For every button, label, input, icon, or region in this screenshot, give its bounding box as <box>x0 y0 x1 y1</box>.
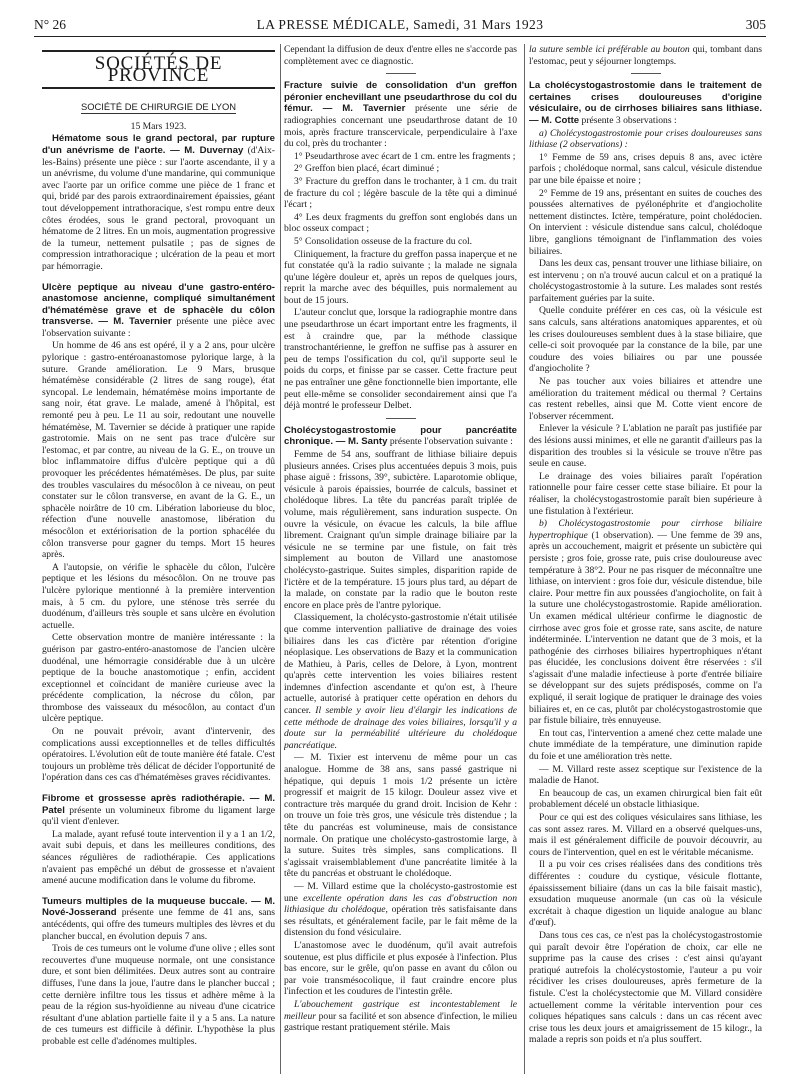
header-rule <box>34 36 766 37</box>
page-number: 305 <box>745 17 766 32</box>
article-paragraph: En beaucoup de cas, un examen chirurgical bien fait eût probablement décelé un obstacle lithiasique. <box>529 787 762 811</box>
article-heading: Tumeurs multiples de la muqueuse buccale. — M. Nové-Josserand <box>42 895 275 919</box>
article-paragraph: Quelle conduite préférer en ces cas, où la vésicule est sans calculs, sans altérations anatomiques apparentes, et où les crises douloureuses semblent dues à la stase biliaire, que celle-ci soit provoquée par la constance de la bile, par une coudure des voies biliaires ou par une poussée d'angiocholite ? <box>529 305 762 375</box>
article-paragraph: Cliniquement, la fracture du greffon passa inaperçue et ne fut constatée qu'à la radio suivante ; la malade ne signala qu'une légère douleur et, après un repos de quelques jours, reprit la marche avec des béquilles, puis normalement au bout de 15 jours. <box>284 248 517 306</box>
article-heading: La cholécystogastrostomie dans le traitement de certaines crises douloureuses d'origine vésiculaire, ou de cirrhoses biliaires sans lithiase. — M. Cotte <box>529 80 762 126</box>
article-paragraph: Dans les deux cas, pensant trouver une lithiase biliaire, on est intervenu ; on n'a trouvé aucun calcul et on a pratiqué la cholécystogastrostomie à la suture. Les malades sont restés parfaitement guéries par la suite. <box>529 258 762 304</box>
article-paragraph: Trois de ces tumeurs ont le volume d'une olive ; elles sont recouvertes d'une muqueuse normale, ont une consistance dure, et sont bien délimitées. Deux autres sont au contraire diffuses, l'une dans la joue, l'autre dans le plancher buccal ; cette dernière infiltre tous les tissus et adhère même à la peau de la région sus-hyoïdienne au niveau d'une cicatrice résultant d'une ablation partielle faite il y a 5 ans. La nature de ces tumeurs est difficile à définir. L'hypothèse la plus probable est celle d'adénomes multiples. <box>42 943 275 1047</box>
article-text: présente une femme de 41 ans, sans antécédents, qui offre des tumeurs multiples des lèvres et du plancher buccal, en évolution depuis 7 ans. <box>42 907 275 942</box>
article-heading: Cholécystogastrostomie pour pancréatite chronique. — M. Santy <box>284 424 517 448</box>
society-heading <box>42 101 275 113</box>
article-emphasis: Il semble y avoir lieu d'élargir les indications de cette méthode de drainage des voies biliaires, lorsqu'il y a doute sur la perméabilité ultérieure du cholédoque pancréatique. <box>284 705 517 751</box>
article-text: présente un volumineux fibrome du ligament large qu'il vient d'enlever. <box>42 804 275 828</box>
section-title: SOCIÉTÉS DE PROVINCE <box>42 50 275 89</box>
column-1 <box>42 44 275 1074</box>
article-paragraph: Dans tous ces cas, ce n'est pas la cholécystogastrostomie qui paraît devoir être l'opération de choix, car elle ne supprime pas la cause des crises : c'est ainsi qu'ayant pratiqué autrefois la cholécystostomie, l'auteur a pu voir récidiver les crises douloureuses, après fermeture de la fistule. C'est la cholécystectomie que M. Villard considère actuellement comme la véritable intervention pour ces coliques hépatiques sans calculs : dans un cas récent avec crise tous les deux jours et amaigrissement de 15 kilogr., la malade a repris son poids et n'a plus souffert. <box>529 929 762 1046</box>
article-paragraph <box>529 44 762 67</box>
separator <box>631 73 661 74</box>
list-item: 2° Greffon bien placé, écart diminué ; <box>294 163 440 175</box>
separator <box>386 418 416 419</box>
article-paragraph: Le drainage des voies biliaires paraît l'opération rationnelle pour faire cesser cette stase biliaire. Et pour la réaliser, la cholécystogastrostomie paraît bien supérieure à une fistulation à l'extérieur. <box>529 470 762 517</box>
article-paragraph: Cependant la diffusion de deux d'entre elles ne s'accorde pas complètement avec ce diagnostic. <box>284 44 517 67</box>
article-paragraph <box>42 133 275 272</box>
list-item: 5° Consolidation osseuse de la fracture du col. <box>294 235 473 247</box>
separator <box>386 73 416 74</box>
list-item: 1° Pseudarthrose avec écart de 1 cm. entre les fragments ; <box>294 150 516 162</box>
article-paragraph: — M. Villard reste assez sceptique sur l'existence de la maladie de Hanot. <box>529 763 762 787</box>
article-heading: Hématome sous le grand pectoral, par rupture d'un anévrisme de l'aorte. — M. Duvernay <box>42 133 275 156</box>
article-paragraph: 1° Femme de 59 ans, crises depuis 8 ans, avec ictère parfois ; cholédoque normal, sans calcul, vésicule distendue par une bile épaisse et noire ; <box>529 151 762 186</box>
article-text: pour sa facilité et son absence d'infection, le milieu gastrique restant pratiquement stérile. Mais <box>284 1010 517 1034</box>
article-text: — M. Villard estime que la cholécysto-gastrostomie est une <box>284 880 517 904</box>
article-text: présente une série de radiographies concernant une pseudarthrose datant de 10 mois, après fracture transcervicale, perpendiculaire à l'axe du col, près du trochanter : <box>284 103 517 150</box>
session-date: 15 Mars 1923. <box>130 120 187 132</box>
article-paragraph: L'auteur conclut que, lorsque la radiographie montre dans une pseudarthrose un écart important entre les fragments, il est à craindre que, par la méthode classique transtrochantérienne, le greffon ne suffise pas à assurer en peu de temps l'ossification du col, qu'il supporte seul le poids du corps, et finisse par se casser. Cette fracture peut ne pas entraîner une gêne fonctionnelle bien importante, elle peut elle-même se consolider secondairement ainsi que l'a déjà montré le professeur Delbet. <box>284 307 517 412</box>
article-text: présente l'observation suivante : <box>389 436 513 448</box>
list-item: 3° Fracture du greffon dans le trochanter, à 1 cm. du trait de fracture du col ; légère bascule de la tête qui a diminué l'écart ; <box>284 175 517 211</box>
article-paragraph <box>284 881 517 939</box>
article-paragraph: A l'autopsie, on vérifie le sphacèle du côlon, l'ulcère peptique et les lésions du mésocôlon. On ne trouve pas l'ulcère pylorique mentionné à la première intervention mais, à 5 cm. du pylore, une sténose très serrée du duodénum, d'ailleurs très souple et sans ulcère en évolution actuelle. <box>42 561 275 631</box>
article-paragraph: Enlever la vésicule ? L'ablation ne paraît pas justifiée par des lésions aussi minimes, et elle ne garantit d'ailleurs pas la disparition des troubles si la vésicule se trouve n'être pas seule en cause. <box>529 423 762 470</box>
article-paragraph <box>529 518 762 727</box>
column-2 <box>284 44 517 1074</box>
article-text: qui, tombant dans l'estomac, peut y séjourner longtemps. <box>529 44 762 67</box>
article-paragraph <box>42 793 275 828</box>
article-paragraph: Il a pu voir ces crises réalisées dans des conditions très différentes : coudure du cystique, vésicule flottante, épaississement biliaire (dans un cas la bile faisait mastic), exsudation muqueuse anormale (un cas où la vésicule excrétait à chaque digestion un liquide analogue au blanc d'œuf). <box>529 859 762 929</box>
article-heading: Fracture suivie de consolidation d'un greffon péronier enchevillant une pseudarthrose du col du fémur. — M. Tavernier <box>284 80 517 115</box>
article-subheading: b) Cholécystogastrostomie pour cirrhose biliaire hypertrophique <box>529 518 762 541</box>
article-text: (d'Aix-les-Bains) présente une pièce : sur l'aorte ascendante, il y a un anévrisme, du volume d'une mandarine, qui communique avec l'aorte par un orifice comme une pièce de 1 franc et qui, bridé par des parois extraordinairement épaissies, géant tout développement intrathoracique, s'est rompu entre deux côtes érodées, sous le grand pectoral, provoquant un hématome de 2 litres. En un mois, augmentation progressive de la tumeur, nettement pulsatile ; pas de signes de compression intrathoracique ; ulcération de la peau et mort par hémorragie. <box>42 144 275 272</box>
article-paragraph: On ne pouvait prévoir, avant d'intervenir, des complications aussi exceptionnelles et de telles difficultés opératoires. L'évolution eût de toute manière été fatale. C'est toujours un problème très délicat de décider l'opportunité de l'opération dans ces cas d'hématémèses graves récidivantes. <box>42 726 275 784</box>
article-paragraph <box>529 80 762 126</box>
article-emphasis: la suture semble ici préférable au bouton <box>529 44 690 55</box>
article-emphasis: excellente opération dans les cas d'obstruction non lithiasique du cholédoque, <box>284 892 517 916</box>
article-paragraph: La malade, ayant refusé toute intervention il y a 1 an 1/2, avait subi depuis, et dans les meilleures conditions, des séances régulières de radiothérapie. Ces applications n'avaient pas empêché un début de grossesse et n'avaient amené aucune modification dans le volume du fibrome. <box>42 828 275 887</box>
article-subheading: a) Cholécystogastrostomie pour crises douloureuses sans lithiase (2 observations) : <box>529 127 762 151</box>
journal-title: LA PRESSE MÉDICALE, Samedi, 31 Mars 1923 <box>256 17 544 32</box>
article-paragraph <box>284 999 517 1034</box>
article-paragraph: 2° Femme de 19 ans, présentant en suites de couches des poussées alternatives de pyélonéphrite et d'angiocholite nettement distinctes. Ictère, température, point cholédocien. On intervient : vésicule distendue sans calcul, cholédoque libre, ganglions témoignant de l'inflammation des voies biliaires. <box>529 187 762 257</box>
article-heading: Fibrome et grossesse après radiothérapie. — M. Patel <box>42 793 275 816</box>
article-paragraph: L'anastomose avec le duodénum, qu'il avait autrefois soutenue, est plus difficile et plus exposée à l'infection. Plus bas encore, sur le grêle, qu'on passe en avant du côlon ou par voie transmésocolique, il faut craindre encore plus l'infection et les coudures de l'intestin grêle. <box>284 939 517 998</box>
article-text: présente une pièce avec l'observation suivante : <box>42 316 275 339</box>
article-emphasis: L'abouchement gastrique est incontestablement le meilleur <box>284 998 517 1022</box>
article-text: présente 3 observations : <box>581 114 677 126</box>
column-3 <box>529 44 762 1074</box>
article-paragraph <box>284 80 517 150</box>
article-paragraph: — M. Tixier est intervenu de même pour un cas analogue. Homme de 38 ans, sans passé gastrique ni hépatique, qui depuis 1 mois 1/2 présente un ictère progressif et maigrit de 15 kilogr. Douleur assez vive et contracture très marquée du grand droit. Incision de Kehr : on trouve un foie très gros, une vésicule très distendue ; la tête du pancréas est volumineuse, mais de consistance normale. On pratique une cholécysto-gastrostomie large, à la suture. Suites très simples, sans complications. Il s'agissait vraisemblablement d'une pancréatite limitée à la tête du pancréas et obstruant le cholédoque. <box>284 752 517 880</box>
article-paragraph: Femme de 54 ans, souffrant de lithiase biliaire depuis plusieurs années. Crises plus accentuées depuis 3 mois, puis phase aiguë : frissons, 39°, subictère. Laparotomie oblique, vésicule à parois épaissies, bourrée de calculs, bassinet et cholédoque libres. La tête du pancréas paraît triplée de volume, mais régulièrement, sans induration suspecte. On ouvre la vésicule, on évacue les calculs, la bile afflue librement. Craignant qu'un simple drainage biliaire par la vésicule ne se termine par une fistule, on fait très simplement au bouton de Villard une anastomose cholécysto-gastrique. Suites simples, disparition rapide de l'ictère et de la température. 15 jours plus tard, au départ de la malade, on constate par la radio que le bouton reste encore en place près de l'antre pylorique. <box>284 449 517 611</box>
article-text: opération très satisfaisante dans ses résultats, et généralement facile, par le fait même de la distension du fond vésiculaire. <box>284 904 517 939</box>
article-paragraph <box>284 425 517 448</box>
column-divider <box>524 44 525 1074</box>
article-heading: Ulcère peptique au niveau d'une gastro-entéro-anastomose ancienne, compliqué simultanément d'hématémèse grave et de sphacèle du côlon transverse. — M. Tavernier <box>42 281 275 328</box>
article-paragraph: Ne pas toucher aux voies biliaires et attendre une amélioration du traitement médical ou thermal ? Certains cas restent rebelles, ainsi que M. Cotte vient encore de l'observer récemment. <box>529 376 762 422</box>
list-item: 4° Les deux fragments du greffon sont englobés dans un bloc osseux compact ; <box>284 211 517 235</box>
page-header <box>34 14 766 34</box>
column-divider <box>280 44 281 1074</box>
article-paragraph <box>42 282 275 340</box>
article-paragraph: Un homme de 46 ans est opéré, il y a 2 ans, pour ulcère pylorique : gastro-entéroanastomose pylorique large, à la suture. Grande amélioration. Le 9 Mars, brusque hématémèse considérable (2 litres de sang rouge), état syncopal. Le lendemain, hématémèse moins importante de sang noir, état grave. Le malade, amené à l'hôpital, est remonté peu à peu. Le 11 au soir, redoutant une nouvelle hématémèse, M. Tavernier se décide à pratiquer une rapide gastrotomie. Mais on ne sent pas trace d'ulcère sur l'estomac, et par contre, au niveau de la G. E., on trouve un bloc inflammatoire diffus d'ulcère peptique qui a dû provoquer les précédentes hématémèses. De plus, par suite des troubles vasculaires du mésocôlon à ce niveau, on peut constater sur le côlon transverse, en avant de la G. E., un sphacèle noirâtre de 10 cm. Libération laborieuse du bloc, réfection d'une nouvelle anastomose, libération du mésocôlon et extériorisation de la portion sphacélée du côlon transverse pour gagner du temps. Mort 15 heures après. <box>42 340 275 561</box>
article-paragraph: En tout cas, l'intervention a amené chez cette malade une chute immédiate de la température, une diminution rapide du foie et une amélioration très nette. <box>529 727 762 763</box>
issue-number: N° 26 <box>34 17 67 32</box>
article-text: Classiquement, la cholécysto-gastrostomie n'était utilisée que comme intervention palliative de drainage des voies biliaires dans les cas d'ictère par rétention d'origine néoplasique. Les observations de Bazy et la communication de Mathieu, à Paris, celles de Delore, à Lyon, montrent qu'après cette intervention les voies biliaires restent indemnes d'infection ascendante et qu'on est, à l'heure actuelle, autorisé à pratiquer cette opération en dehors du cancer. <box>284 612 517 717</box>
article-paragraph <box>284 612 517 751</box>
article-paragraph: Pour ce qui est des coliques vésiculaires sans lithiase, les cas sont assez rares. M. Villard en a observé quelques-uns, mais il est généralement difficile de pouvoir découvrir, au cours de l'intervention, quel en est le véritable mécanisme. <box>529 812 762 858</box>
society-name: SOCIÉTÉ DE CHIRURGIE DE LYON <box>80 101 237 113</box>
article-paragraph <box>42 896 275 942</box>
article-paragraph: Cette observation montre de manière intéressante : la guérison par gastro-entéro-anastomose de l'ancien ulcère duodénal, une hémorragie considérable due à un ulcère peptique de la bouche anastomotique ; enfin, accident exceptionnel et coïncidant de manière curieuse avec la précédente complication, la nécrose du côlon, par thrombose des vaisseaux du mésocôlon, au contact d'un ulcère peptique. <box>42 632 275 725</box>
article-text: (1 observation). — Une femme de 39 ans, après un accouchement, maigrit et présente un subictère qui persiste ; gros foie, grosse rate, puis crise douloureuse avec température à 38°2. Pour ne pas risquer de méconnaître une lithiase, on intervient : gros foie dur, vésicule distendue, bile claire. Pour mettre fin aux poussées d'angiocholite, on fait à la suture une cholécystogastrostomie. Rapide amélioration. Un examen médical ultérieur confirme le diagnostic de cirrhose avec gros foie et grosse rate, sans ascite, de nature indéterminée. L'intervention ne datant que de 3 mois, et la pathogénie des cirrhoses biliaires hypertrophiques n'étant pas élucidée, les conclusions doivent être réservées : s'il s'agissait d'une maladie infectieuse à porte d'entrée biliaire se développant sur des sujets prédisposés, comme on l'a expliqué, il serait logique de pratiquer le drainage des voies biliaires et, en ce cas, plutôt par cholécystogastrostomie que par fistule biliaire, très ennuyeuse. <box>529 529 762 727</box>
